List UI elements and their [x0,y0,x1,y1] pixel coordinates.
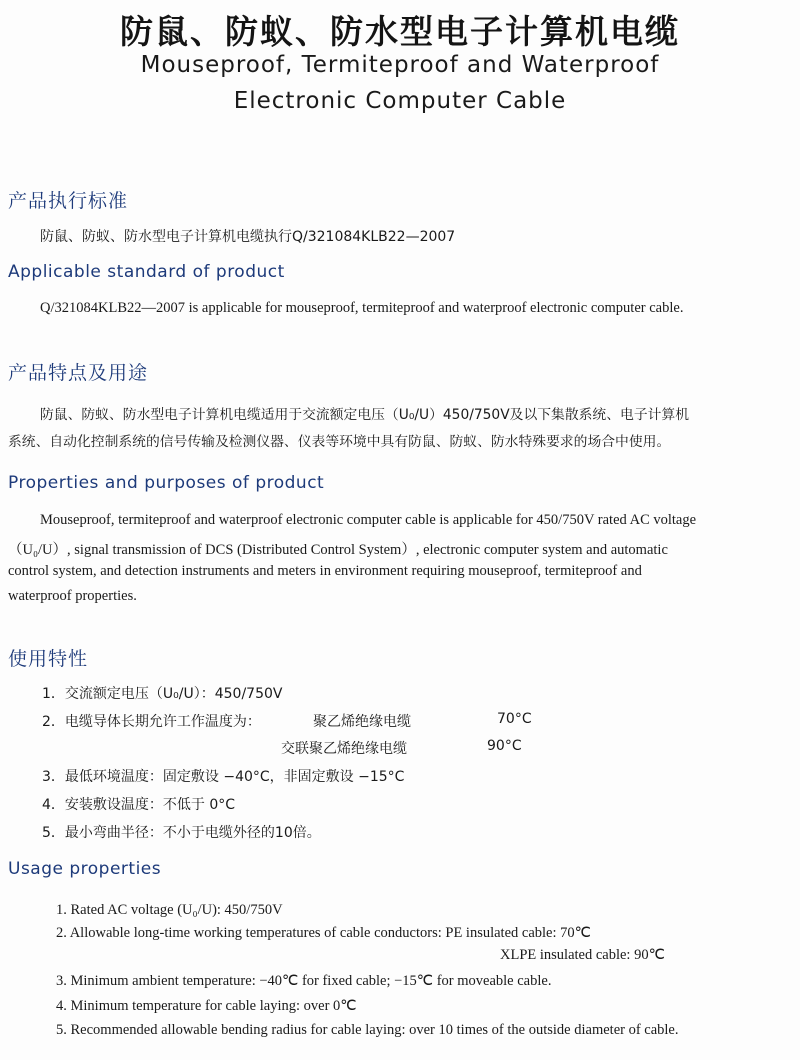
heading-standard-en: Applicable standard of product [8,262,285,282]
properties-text-en-line-3: control system, and detection instruments and meters in environment requiring mouseproof, termiteproof and [8,563,642,579]
usage-item-en-2-xlpe: XLPE insulated cable: 90℃ [500,947,665,963]
usage-item-cn-2: 2．电缆导体长期允许工作温度为： [42,714,261,730]
usage-item-en-4: 4. Minimum temperature for cable laying: over 0℃ [56,998,357,1014]
usage-item-en-1: 1. Rated AC voltage (U₀/U): 450/750V [56,902,283,918]
heading-properties-en: Properties and purposes of product [8,473,325,493]
temp-value-xlpe: 90°C [487,738,522,754]
properties-text-en-line-2: （U₀/U）, signal transmission of DCS (Distributed Control System）, electronic computer system and automatic [8,542,668,558]
usage-item-cn-4: 4．安装敷设温度：不低于 0°C [42,797,236,813]
temp-name-pe: 聚乙烯绝缘电缆 [313,714,411,730]
title-chinese: 防鼠、防蚁、防水型电子计算机电缆 [120,12,680,51]
heading-properties-cn: 产品特点及用途 [8,362,149,384]
usage-item-cn-3: 3．最低环境温度：固定敷设 −40°C，非固定敷设 −15°C [42,769,405,785]
properties-text-cn-line-1: 防鼠、防蚁、防水型电子计算机电缆适用于交流额定电压（U₀/U）450/750V及以下集散系统、电子计算机 [40,407,690,423]
usage-item-en-5: 5. Recommended allowable bending radius for cable laying: over 10 times of the outside diameter of cable. [56,1022,679,1038]
usage-item-cn-1: 1．交流额定电压（U₀/U）：450/750V [42,686,283,702]
usage-item-cn-5: 5．最小弯曲半径：不小于电缆外径的10倍。 [42,825,321,841]
heading-usage-en: Usage properties [8,859,162,879]
temp-value-pe: 70°C [497,711,532,727]
heading-standard-cn: 产品执行标准 [8,190,129,212]
properties-text-en-line-4: waterproof properties. [8,588,137,604]
properties-text-en-line-1: Mouseproof, termiteproof and waterproof electronic computer cable is applicable for 450/750V rated AC voltage [40,512,697,528]
properties-text-cn-line-2: 系统、自动化控制系统的信号传输及检测仪器、仪表等环境中具有防鼠、防蚁、防水特殊要求的场合中使用。 [8,434,671,450]
standard-text-cn: 防鼠、防蚁、防水型电子计算机电缆执行Q/321084KLB22—2007 [40,229,456,245]
heading-usage-cn: 使用特性 [8,648,89,670]
usage-item-en-2: 2. Allowable long-time working temperatures of cable conductors: PE insulated cable: 70℃ [56,925,591,941]
standard-text-en: Q/321084KLB22—2007 is applicable for mouseproof, termiteproof and waterproof electronic computer cable. [40,300,684,316]
title-english-line-2: Electronic Computer Cable [233,88,567,114]
usage-item-en-3: 3. Minimum ambient temperature: −40℃ for fixed cable; −15℃ for moveable cable. [56,973,552,989]
temp-name-xlpe: 交联聚乙烯绝缘电缆 [281,741,407,757]
title-english-line-1: Mouseproof, Termiteproof and Waterproof [140,52,660,78]
